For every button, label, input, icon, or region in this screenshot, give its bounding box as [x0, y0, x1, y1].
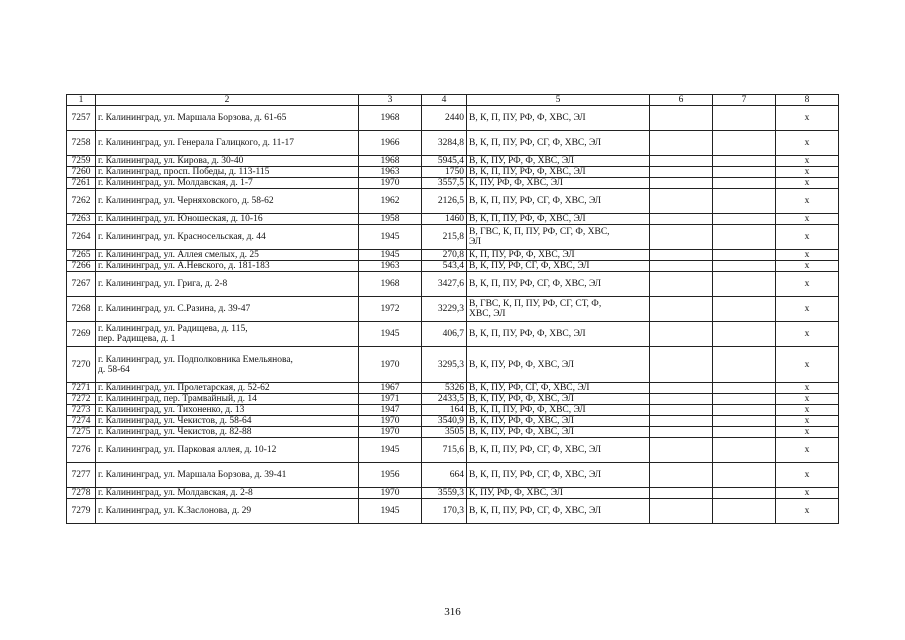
column-7-cell — [713, 499, 776, 524]
services-line: В, К, ПУ, РФ, СГ, Ф, ХВС, ЭЛ — [469, 383, 590, 393]
services-cell — [467, 488, 650, 499]
column-6-cell — [650, 463, 713, 488]
address-cell — [96, 322, 359, 347]
mark-cell: x — [776, 261, 839, 272]
column-6-cell — [650, 272, 713, 297]
address-cell — [96, 106, 359, 131]
address-line: пер. Радищева, д. 1 — [98, 334, 176, 344]
table-row — [67, 106, 839, 131]
mark-cell: x — [776, 499, 839, 524]
column-number: 4 — [422, 95, 467, 106]
row-number: 7271 — [67, 383, 96, 394]
address-line: г. Калининград, ул. Маршала Борзова, д. 39-41 — [98, 470, 287, 480]
address-cell — [96, 438, 359, 463]
year-cell: 1966 — [359, 131, 422, 156]
mark-cell: x — [776, 416, 839, 427]
area-cell: 3557,5 — [422, 178, 467, 189]
table-row — [67, 463, 839, 488]
year-cell: 1972 — [359, 297, 422, 322]
address-cell — [96, 225, 359, 250]
column-7-cell — [713, 106, 776, 131]
services-cell — [467, 250, 650, 261]
column-6-cell — [650, 405, 713, 416]
column-7-cell — [713, 167, 776, 178]
mark-cell: x — [776, 214, 839, 225]
column-6-cell — [650, 499, 713, 524]
mark-cell: x — [776, 383, 839, 394]
column-7-cell — [713, 488, 776, 499]
address-line: г. Калининград, ул. Аллея смелых, д. 25 — [98, 250, 259, 260]
services-line: В, К, П, ПУ, РФ, СГ, Ф, ХВС, ЭЛ — [469, 138, 602, 148]
column-number: 8 — [776, 95, 839, 106]
area-cell: 2433,5 — [422, 394, 467, 405]
area-cell: 715,6 — [422, 438, 467, 463]
table-row — [67, 297, 839, 322]
table-row — [67, 250, 839, 261]
address-cell — [96, 394, 359, 405]
table-row — [67, 383, 839, 394]
services-cell — [467, 297, 650, 322]
address-line: г. Калининград, просп. Победы, д. 113-115 — [98, 167, 270, 177]
services-line: В, К, ПУ, РФ, Ф, ХВС, ЭЛ — [469, 427, 574, 437]
table-row — [67, 178, 839, 189]
table-row — [67, 272, 839, 297]
column-7-cell — [713, 347, 776, 383]
column-6-cell — [650, 178, 713, 189]
address-cell — [96, 488, 359, 499]
mark-cell: x — [776, 106, 839, 131]
row-number: 7257 — [67, 106, 96, 131]
table-row — [67, 167, 839, 178]
services-line: В, К, П, ПУ, РФ, СГ, Ф, ХВС, ЭЛ — [469, 470, 602, 480]
row-number: 7272 — [67, 394, 96, 405]
services-line: В, К, ПУ, РФ, СГ, Ф, ХВС, ЭЛ — [469, 261, 590, 271]
column-7-cell — [713, 383, 776, 394]
column-6-cell — [650, 189, 713, 214]
year-cell: 1962 — [359, 189, 422, 214]
services-cell — [467, 167, 650, 178]
column-6-cell — [650, 488, 713, 499]
year-cell: 1945 — [359, 438, 422, 463]
row-number: 7265 — [67, 250, 96, 261]
address-cell — [96, 261, 359, 272]
row-number: 7267 — [67, 272, 96, 297]
year-cell: 1963 — [359, 167, 422, 178]
row-number: 7268 — [67, 297, 96, 322]
column-6-cell — [650, 322, 713, 347]
services-cell — [467, 189, 650, 214]
column-number: 2 — [96, 95, 359, 106]
table-row — [67, 438, 839, 463]
table-row — [67, 131, 839, 156]
column-7-cell — [713, 261, 776, 272]
column-6-cell — [650, 416, 713, 427]
address-line: г. Калининград, ул. Красносельская, д. 44 — [98, 232, 266, 242]
column-6-cell — [650, 297, 713, 322]
column-7-cell — [713, 272, 776, 297]
address-line: г. Калининград, ул. Пролетарская, д. 52-62 — [98, 383, 270, 393]
address-line: г. Калининград, ул. Парковая аллея, д. 10-12 — [98, 445, 277, 455]
column-6-cell — [650, 250, 713, 261]
services-cell — [467, 438, 650, 463]
year-cell: 1945 — [359, 250, 422, 261]
column-7-cell — [713, 178, 776, 189]
column-number: 6 — [650, 95, 713, 106]
area-cell: 3540,9 — [422, 416, 467, 427]
table-row — [67, 322, 839, 347]
area-cell: 3229,3 — [422, 297, 467, 322]
column-7-cell — [713, 427, 776, 438]
column-6-cell — [650, 261, 713, 272]
table-row — [67, 347, 839, 383]
column-7-cell — [713, 416, 776, 427]
mark-cell: x — [776, 488, 839, 499]
address-cell — [96, 416, 359, 427]
services-line: К, ПУ, РФ, Ф, ХВС, ЭЛ — [469, 178, 563, 188]
services-line: В, К, ПУ, РФ, Ф, ХВС, ЭЛ — [469, 394, 574, 404]
column-7-cell — [713, 438, 776, 463]
address-line: г. Калининград, ул. А.Невского, д. 181-183 — [98, 261, 270, 271]
column-6-cell — [650, 394, 713, 405]
services-cell — [467, 394, 650, 405]
column-6-cell — [650, 167, 713, 178]
column-6-cell — [650, 156, 713, 167]
table-row — [67, 214, 839, 225]
column-7-cell — [713, 214, 776, 225]
table-row — [67, 225, 839, 250]
year-cell: 1945 — [359, 499, 422, 524]
services-line: К, П, ПУ, РФ, Ф, ХВС, ЭЛ — [469, 250, 575, 260]
row-number: 7260 — [67, 167, 96, 178]
year-cell: 1970 — [359, 347, 422, 383]
address-line: г. Калининград, ул. Маршала Борзова, д. 61-65 — [98, 113, 287, 123]
address-line: г. Калининград, ул. Черняховского, д. 58-62 — [98, 196, 274, 206]
row-number: 7266 — [67, 261, 96, 272]
year-cell: 1970 — [359, 178, 422, 189]
area-cell: 5326 — [422, 383, 467, 394]
mark-cell: x — [776, 297, 839, 322]
table-row — [67, 427, 839, 438]
services-line: К, ПУ, РФ, Ф, ХВС, ЭЛ — [469, 488, 563, 498]
row-number: 7261 — [67, 178, 96, 189]
column-number-row — [67, 95, 839, 106]
year-cell: 1963 — [359, 261, 422, 272]
mark-cell: x — [776, 250, 839, 261]
services-line: В, К, П, ПУ, РФ, Ф, ХВС, ЭЛ — [469, 329, 586, 339]
column-7-cell — [713, 189, 776, 214]
services-line: В, К, П, ПУ, РФ, СГ, Ф, ХВС, ЭЛ — [469, 196, 602, 206]
address-line: г. Калининград, ул. Генерала Галицкого, д. 11-17 — [98, 138, 295, 148]
column-6-cell — [650, 347, 713, 383]
area-cell: 3284,8 — [422, 131, 467, 156]
table-row — [67, 488, 839, 499]
table-row — [67, 156, 839, 167]
mark-cell: x — [776, 178, 839, 189]
year-cell: 1945 — [359, 225, 422, 250]
mark-cell: x — [776, 405, 839, 416]
address-line: г. Калининград, ул. Молдавская, д. 1-7 — [98, 178, 253, 188]
year-cell: 1947 — [359, 405, 422, 416]
address-cell — [96, 383, 359, 394]
mark-cell: x — [776, 427, 839, 438]
column-7-cell — [713, 156, 776, 167]
mark-cell: x — [776, 167, 839, 178]
table-row — [67, 189, 839, 214]
services-cell — [467, 106, 650, 131]
year-cell: 1968 — [359, 106, 422, 131]
area-cell: 5945,4 — [422, 156, 467, 167]
address-line: г. Калининград, ул. С.Разина, д. 39-47 — [98, 304, 251, 314]
address-cell — [96, 347, 359, 383]
column-7-cell — [713, 405, 776, 416]
address-line: г. Калининград, ул. Кирова, д. 30-40 — [98, 156, 244, 166]
column-7-cell — [713, 394, 776, 405]
services-cell — [467, 499, 650, 524]
address-line: г. Калининград, ул. Радищева, д. 115, — [98, 324, 248, 334]
column-6-cell — [650, 225, 713, 250]
mark-cell: x — [776, 272, 839, 297]
area-cell: 170,3 — [422, 499, 467, 524]
row-number: 7277 — [67, 463, 96, 488]
services-cell — [467, 463, 650, 488]
area-cell: 3505 — [422, 427, 467, 438]
column-6-cell — [650, 383, 713, 394]
row-number: 7259 — [67, 156, 96, 167]
address-cell — [96, 405, 359, 416]
services-line: В, К, П, ПУ, РФ, СГ, Ф, ХВС, ЭЛ — [469, 506, 602, 516]
services-cell — [467, 131, 650, 156]
column-6-cell — [650, 438, 713, 463]
area-cell: 164 — [422, 405, 467, 416]
column-7-cell — [713, 463, 776, 488]
row-number: 7278 — [67, 488, 96, 499]
services-cell — [467, 383, 650, 394]
year-cell: 1970 — [359, 427, 422, 438]
address-cell — [96, 178, 359, 189]
area-cell: 406,7 — [422, 322, 467, 347]
table-row — [67, 405, 839, 416]
services-cell — [467, 322, 650, 347]
services-cell — [467, 272, 650, 297]
services-line: В, К, П, ПУ, РФ, Ф, ХВС, ЭЛ — [469, 405, 586, 415]
address-cell — [96, 167, 359, 178]
mark-cell: x — [776, 225, 839, 250]
housing-register-table — [66, 94, 839, 524]
services-cell — [467, 416, 650, 427]
mark-cell: x — [776, 156, 839, 167]
table-row — [67, 499, 839, 524]
row-number: 7264 — [67, 225, 96, 250]
table-row — [67, 394, 839, 405]
address-cell — [96, 463, 359, 488]
mark-cell: x — [776, 347, 839, 383]
column-6-cell — [650, 131, 713, 156]
year-cell: 1945 — [359, 322, 422, 347]
address-cell — [96, 272, 359, 297]
mark-cell: x — [776, 394, 839, 405]
row-number: 7270 — [67, 347, 96, 383]
services-cell — [467, 156, 650, 167]
row-number: 7279 — [67, 499, 96, 524]
address-cell — [96, 427, 359, 438]
address-line: г. Калининград, ул. Чекистов, д. 82-88 — [98, 427, 252, 437]
services-line: В, К, ПУ, РФ, Ф, ХВС, ЭЛ — [469, 359, 574, 370]
area-cell: 1750 — [422, 167, 467, 178]
services-line: В, К, П, ПУ, РФ, СГ, Ф, ХВС, ЭЛ — [469, 445, 602, 455]
address-line: г. Калининград, пер. Трамвайный, д. 14 — [98, 394, 257, 404]
services-line: В, К, П, ПУ, РФ, Ф, ХВС, ЭЛ — [469, 167, 586, 177]
column-7-cell — [713, 225, 776, 250]
mark-cell: x — [776, 322, 839, 347]
row-number: 7262 — [67, 189, 96, 214]
area-cell: 1460 — [422, 214, 467, 225]
year-cell: 1967 — [359, 383, 422, 394]
table-row — [67, 261, 839, 272]
row-number: 7269 — [67, 322, 96, 347]
services-line: ЭЛ — [469, 237, 482, 247]
address-cell — [96, 499, 359, 524]
services-line: В, К, П, ПУ, РФ, Ф, ХВС, ЭЛ — [469, 113, 586, 123]
address-cell — [96, 156, 359, 167]
address-line: г. Калининград, ул. Грига, д. 2-8 — [98, 279, 228, 289]
address-line: г. Калининград, ул. Тихоненко, д. 13 — [98, 405, 245, 415]
address-cell — [96, 250, 359, 261]
year-cell: 1956 — [359, 463, 422, 488]
services-line: В, ГВС, К, П, ПУ, РФ, СГ, Ф, ХВС, — [469, 227, 610, 237]
mark-cell: x — [776, 463, 839, 488]
mark-cell: x — [776, 131, 839, 156]
services-cell — [467, 261, 650, 272]
address-cell — [96, 189, 359, 214]
column-7-cell — [713, 297, 776, 322]
year-cell: 1970 — [359, 416, 422, 427]
column-number: 5 — [467, 95, 650, 106]
year-cell: 1968 — [359, 156, 422, 167]
column-number: 1 — [67, 95, 96, 106]
column-6-cell — [650, 214, 713, 225]
area-cell: 2440 — [422, 106, 467, 131]
services-cell — [467, 178, 650, 189]
address-cell — [96, 297, 359, 322]
address-line: г. Калининград, ул. Чекистов, д. 58-64 — [98, 416, 252, 426]
services-cell — [467, 214, 650, 225]
row-number: 7274 — [67, 416, 96, 427]
services-cell — [467, 427, 650, 438]
year-cell: 1968 — [359, 272, 422, 297]
page-number: 316 — [444, 606, 461, 618]
table-row — [67, 416, 839, 427]
column-7-cell — [713, 250, 776, 261]
area-cell: 215,8 — [422, 225, 467, 250]
area-cell: 664 — [422, 463, 467, 488]
address-line: д. 58-64 — [98, 364, 130, 375]
services-line: ХВС, ЭЛ — [469, 309, 506, 319]
services-line: В, К, ПУ, РФ, Ф, ХВС, ЭЛ — [469, 156, 574, 166]
services-cell — [467, 225, 650, 250]
row-number: 7275 — [67, 427, 96, 438]
services-line: В, К, П, ПУ, РФ, СГ, Ф, ХВС, ЭЛ — [469, 279, 602, 289]
row-number: 7263 — [67, 214, 96, 225]
address-line: г. Калининград, ул. Подполковника Емельянова, — [98, 354, 293, 365]
address-cell — [96, 131, 359, 156]
column-6-cell — [650, 106, 713, 131]
address-line: г. Калининград, ул. К.Заслонова, д. 29 — [98, 506, 252, 516]
address-cell — [96, 214, 359, 225]
area-cell: 2126,5 — [422, 189, 467, 214]
area-cell: 3559,3 — [422, 488, 467, 499]
column-6-cell — [650, 427, 713, 438]
services-line: В, К, ПУ, РФ, Ф, ХВС, ЭЛ — [469, 416, 574, 426]
mark-cell: x — [776, 189, 839, 214]
row-number: 7273 — [67, 405, 96, 416]
year-cell: 1970 — [359, 488, 422, 499]
mark-cell: x — [776, 438, 839, 463]
year-cell: 1971 — [359, 394, 422, 405]
column-number: 3 — [359, 95, 422, 106]
column-number: 7 — [713, 95, 776, 106]
column-7-cell — [713, 131, 776, 156]
column-7-cell — [713, 322, 776, 347]
area-cell: 270,8 — [422, 250, 467, 261]
address-line: г. Калининград, ул. Молдавская, д. 2-8 — [98, 488, 253, 498]
area-cell: 3295,3 — [422, 347, 467, 383]
services-line: В, К, П, ПУ, РФ, Ф, ХВС, ЭЛ — [469, 214, 586, 224]
services-cell — [467, 405, 650, 416]
services-line: В, ГВС, К, П, ПУ, РФ, СГ, СТ, Ф, — [469, 299, 602, 309]
area-cell: 543,4 — [422, 261, 467, 272]
address-line: г. Калининград, ул. Юношеская, д. 10-16 — [98, 214, 263, 224]
area-cell: 3427,6 — [422, 272, 467, 297]
services-cell — [467, 347, 650, 383]
year-cell: 1958 — [359, 214, 422, 225]
row-number: 7258 — [67, 131, 96, 156]
row-number: 7276 — [67, 438, 96, 463]
